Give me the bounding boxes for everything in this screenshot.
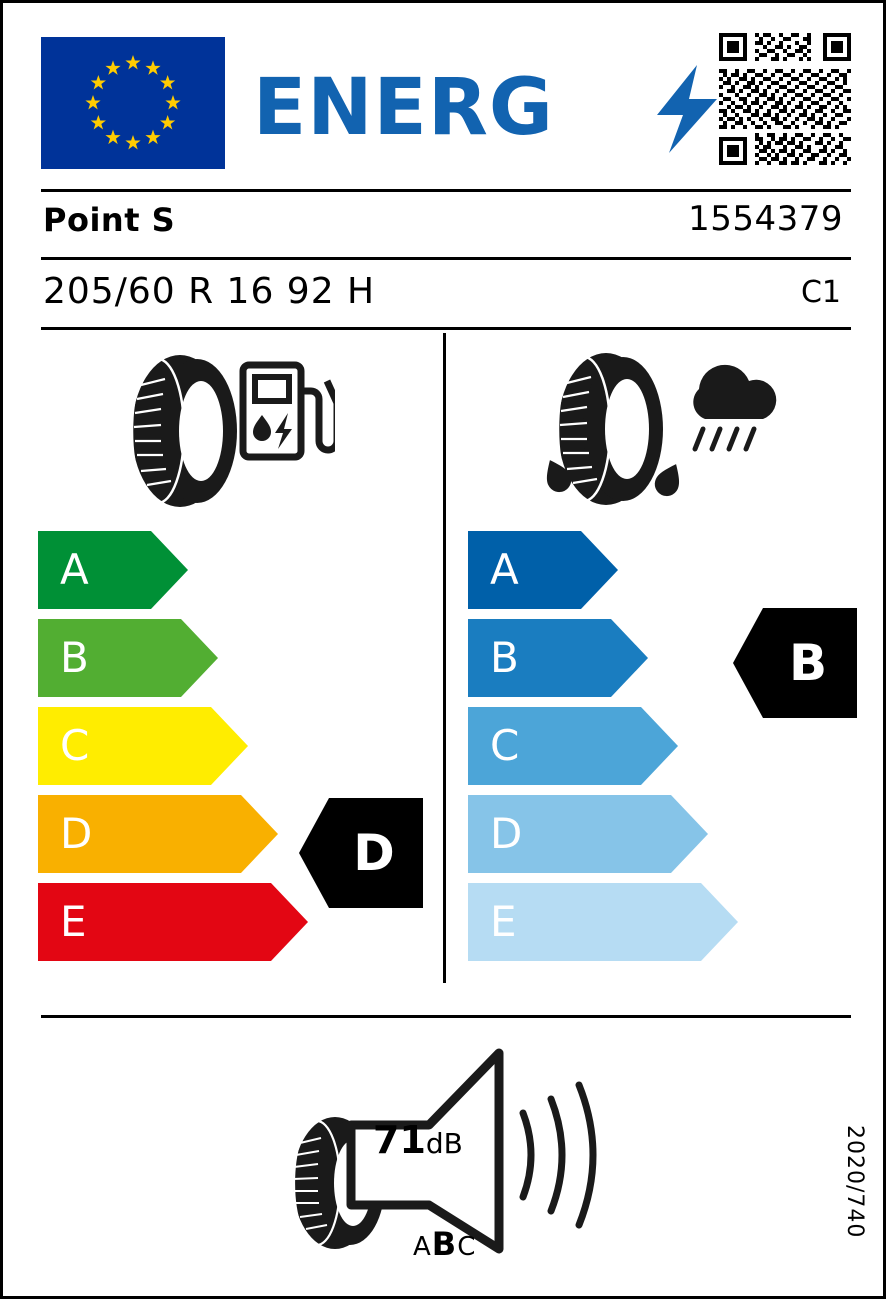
wet-grade-row — [468, 531, 738, 609]
wet-grade-row — [468, 795, 738, 873]
tyre-size: 205/60 R 16 92 H — [43, 271, 376, 312]
divider-3 — [41, 327, 851, 330]
wet-grade-letter: C — [490, 721, 520, 770]
qr-code-icon — [719, 33, 851, 165]
noise-class-c: C — [457, 1232, 477, 1262]
fuel-grade-letter: D — [60, 809, 93, 858]
noise-class-a: A — [413, 1232, 432, 1262]
fuel-grade-letter: A — [60, 545, 89, 594]
noise-section — [273, 1043, 633, 1263]
noise-class-scale — [413, 1225, 476, 1263]
lightning-bolt-icon — [653, 65, 723, 153]
fuel-grade-letter: E — [60, 897, 87, 946]
eu-flag-icon — [41, 37, 225, 169]
brand-name: Point S — [43, 201, 176, 239]
wet-grade-letter: B — [490, 633, 519, 682]
noise-db-unit: dB — [425, 1127, 463, 1160]
fuel-grade-row — [38, 883, 308, 961]
energy-wordmark: ENERG — [253, 63, 554, 153]
wet-grade-letter: D — [490, 809, 523, 858]
fuel-result-letter: D — [353, 824, 395, 882]
fuel-grade-row — [38, 707, 308, 785]
fuel-efficiency-result — [299, 798, 423, 908]
vertical-divider — [443, 333, 446, 983]
fuel-pump-tyre-icon — [125, 351, 335, 511]
tyre-class: C1 — [800, 275, 841, 310]
fuel-grade-row — [38, 619, 308, 697]
wet-grade-letter: E — [490, 897, 517, 946]
fuel-grade-letter: B — [60, 633, 89, 682]
wet-grip-scale — [468, 531, 738, 971]
wet-grade-letter: A — [490, 545, 519, 594]
noise-db-number: 71 — [373, 1118, 426, 1162]
wet-grade-row — [468, 883, 738, 961]
divider-4 — [41, 1015, 851, 1018]
fuel-grade-row — [38, 531, 308, 609]
noise-class-b-selected: B — [431, 1225, 458, 1263]
noise-value — [373, 1118, 463, 1162]
wet-result-letter: B — [788, 634, 828, 692]
wet-grip-result — [733, 608, 857, 718]
divider-2 — [41, 257, 851, 260]
wet-grade-row — [468, 707, 738, 785]
fuel-efficiency-scale — [38, 531, 308, 971]
rain-cloud-tyre-icon — [531, 351, 781, 511]
divider-1 — [41, 189, 851, 192]
wet-grade-row — [468, 619, 738, 697]
tyre-serial-number: 1554379 — [688, 199, 843, 239]
fuel-grade-row — [38, 795, 308, 873]
fuel-grade-letter: C — [60, 721, 90, 770]
regulation-date: 2020/740 — [842, 1124, 867, 1238]
label-header — [41, 33, 851, 173]
